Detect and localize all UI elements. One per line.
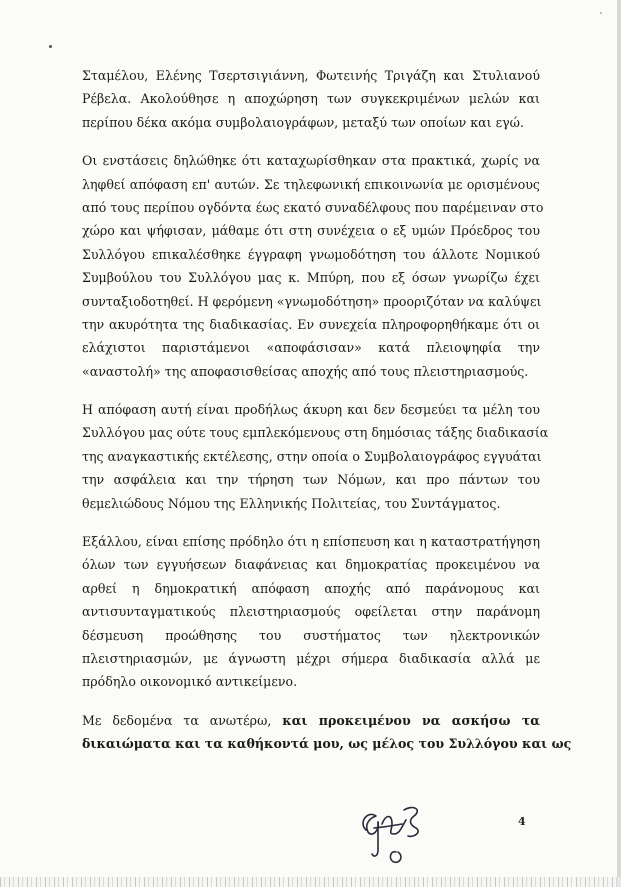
paragraph-3 bbox=[82, 398, 549, 515]
text-line: της αναγκαστικής εκτέλεσης, στην οποία ο Συμβολαιογράφος εγγυάται bbox=[82, 448, 542, 464]
paragraph-1 bbox=[82, 64, 540, 134]
text-line: Συλλόγου επικαλέσθηκε έγγραφη γνωμοδότηση του άλλοτε Νομικού bbox=[82, 246, 540, 262]
text-line: Εξάλλου, είναι επίσης πρόδηλο ότι η επίσπευση και η καταστρατήγηση bbox=[82, 534, 540, 550]
text-line: ληφθεί απόφαση επ' αυτών. Σε τηλεφωνική επικοινωνία με ορισμένους bbox=[82, 176, 540, 192]
scan-edge-strip bbox=[0, 877, 621, 887]
text-run: Με δεδομένα τα ανωτέρω, bbox=[82, 712, 283, 728]
letter-body bbox=[82, 64, 572, 771]
text-line: Συλλόγου μας ούτε τους εμπλεκόμενους στη δημόσιας τάξης διαδικασία bbox=[82, 425, 549, 441]
text-line: ελάχιστοι παριστάμενοι «αποφάσισαν» κατά πλειοψηφία την bbox=[82, 340, 540, 356]
paragraph-5 bbox=[82, 709, 572, 756]
page-number: 4 bbox=[518, 815, 526, 828]
text-line: Οι ενστάσεις δηλώθηκε ότι καταχωρίσθηκαν στα πρακτικά, χωρίς να bbox=[82, 153, 540, 169]
text-line: την ακυρότητα της διαδικασίας. Εν συνεχεία πληροφορηθήκαμε ότι οι bbox=[82, 316, 540, 332]
text-line: Σταμέλου, Ελένης Τσερτσιγιάννη, Φωτεινής Τριγάζη και Στυλιανού bbox=[82, 68, 540, 83]
text-line: θεμελιώδους Νόμου της Ελληνικής Πολιτείας, του Συντάγματος. bbox=[82, 495, 501, 511]
scan-speck bbox=[49, 45, 52, 48]
text-line: Συμβούλου του Συλλόγου μας κ. Μπύρη, που εξ όσων γνωρίζω έχει bbox=[82, 270, 540, 286]
text-line-mixed-bold bbox=[82, 709, 540, 732]
signature-image bbox=[352, 800, 432, 870]
text-line: δικαιώματα και τα καθήκοντά μου, ως μέλος του Συλλόγου και ως bbox=[82, 736, 572, 752]
text-line: «αναστολή» της αποφασισθείσας αποχής από τους πλειστηριασμούς. bbox=[82, 363, 529, 379]
text-line: περίπου δέκα ακόμα συμβολαιογράφων, μεταξύ των οποίων και εγώ. bbox=[82, 114, 524, 130]
text-line: όλων των εγγυήσεων διαφάνειας και δημοκρατίας προκειμένου να bbox=[82, 557, 540, 573]
text-line: δέσμευση προώθησης του συστήματος των ηλεκτρονικών bbox=[82, 627, 540, 643]
paragraph-2 bbox=[82, 149, 544, 383]
text-line: αντισυνταγματικούς πλειστηριασμούς οφείλεται στην παράνομη bbox=[82, 604, 540, 620]
text-line: πλειστηριασμών, με άγνωστη μέχρι σήμερα διαδικασία αλλά με bbox=[82, 650, 540, 666]
text-line: από τους περίπου ογδόντα έως εκατό συναδέλφους που παρέμειναν στο bbox=[82, 199, 544, 215]
text-line: αρθεί η δημοκρατική απόφαση αποχής από παράνομους και bbox=[82, 580, 540, 596]
text-line: Η απόφαση αυτή είναι προδήλως άκυρη και δεν δεσμεύει τα μέλη του bbox=[82, 402, 540, 418]
paragraph-4 bbox=[82, 530, 540, 694]
text-line: Ρέβελα. Ακολούθησε η αποχώρηση των συγκεκριμένων μελών και bbox=[82, 91, 540, 107]
scan-speck bbox=[600, 12, 602, 14]
text-line: χώρο και ψήφισαν, μάθαμε ότι στη συνέχεια ο εξ υμών Πρόεδρος του bbox=[82, 223, 540, 239]
text-line: συνταξιοδοτηθεί. Η φερόμενη «γνωμοδότηση» προοριζόταν να καλύψει bbox=[82, 293, 542, 309]
text-line: πρόδηλο οικονομικό αντικείμενο. bbox=[82, 674, 298, 690]
text-run-bold: και προκειμένου να ασκήσω τα bbox=[282, 712, 540, 728]
text-line: την ασφάλεια και την τήρηση των Νόμων, και προ πάντων του bbox=[82, 472, 540, 488]
